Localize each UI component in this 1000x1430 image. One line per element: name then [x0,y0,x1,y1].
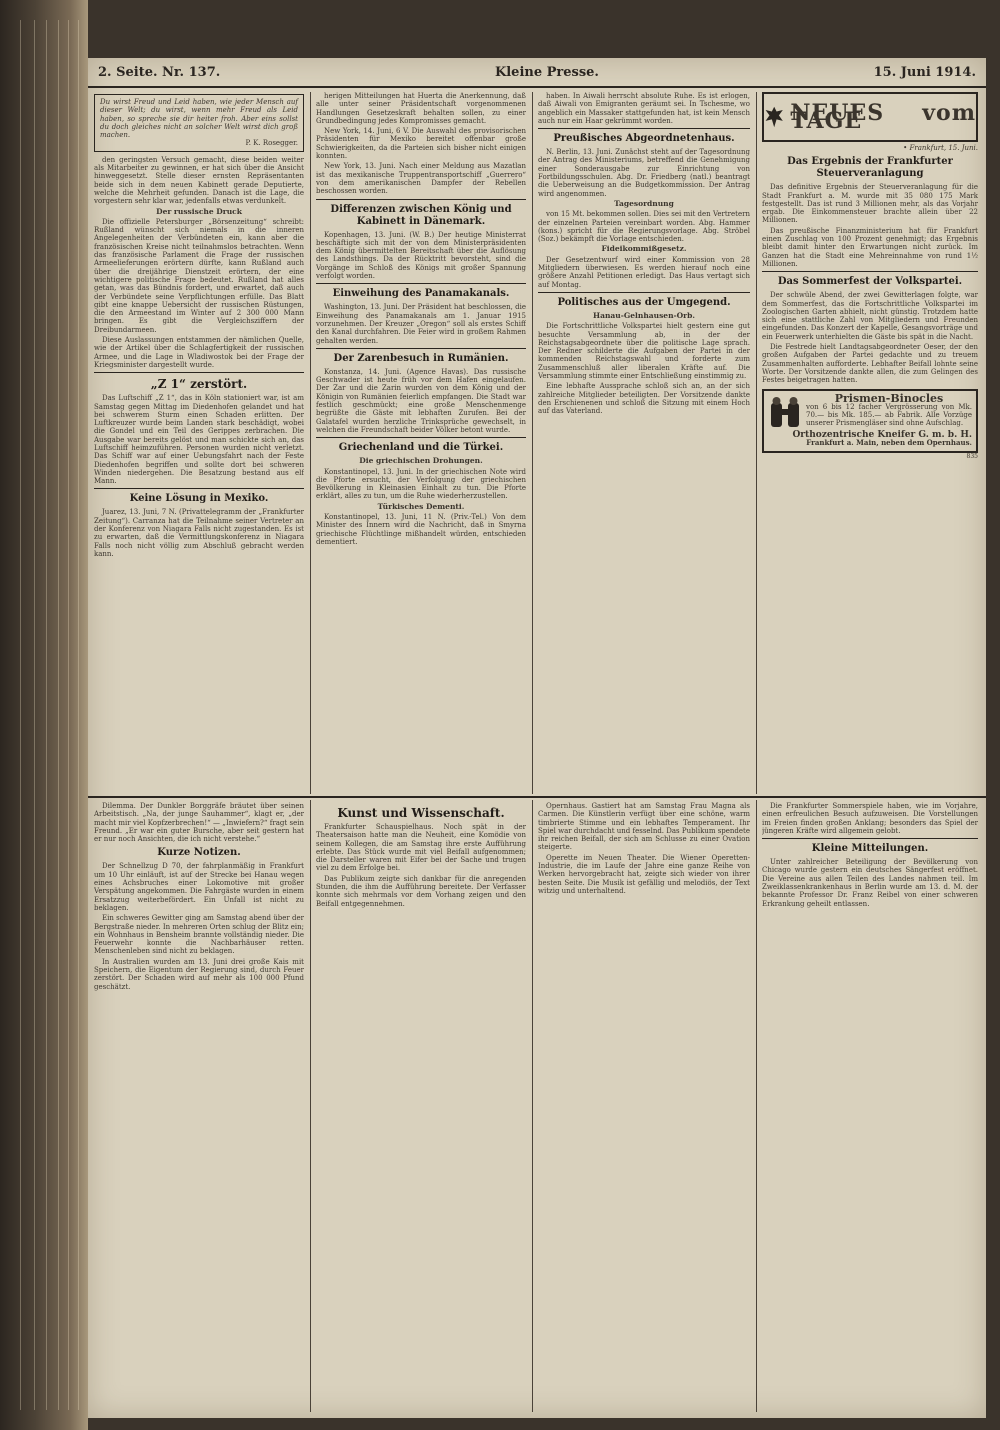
bottom-column-2 [316,802,526,1412]
article-headline: Kurze Notizen. [157,847,241,859]
article-paragraph: Ein schweres Gewitter ging am Samstag abend über der Bergstraße nieder. In mehreren Orten schlug der Blitz ein; ein Wohnhaus in Bensheim brannte vollständig nieder. Die Feuerwehr konnte die Nachbarhäuser retten. Menschenleben sind nicht zu beklagen. [94,914,304,956]
article-headline: „Z 1“ zerstört. [150,377,248,392]
column-1 [94,92,304,792]
article-paragraph: Der Schnellzug D 70, der fahrplanmäßig in Frankfurt um 10 Uhr einläuft, ist auf der Strecke bei Hanau wegen eines Achsbruches einer Lokomotive mit großer Verspätung angekommen. Die Fahrgäste wurden in einem Ersatzzug weiterbefördert. Ein Unfall ist nicht zu beklagen. [94,862,304,912]
article-paragraph: In Australien wurden am 13. Juni drei große Kais mit Speichern, die Eigentum der Regierung sind, durch Feuer zerstört. Der Schaden wird auf mehr als 100 000 Pfund geschätzt. [94,957,304,991]
quote-signature: P. K. Rosegger. [245,139,298,148]
article-paragraph: Juarez, 13. Juni, 7 N. (Privattelegramm der „Frankfurter Zeitung“). Carranza hat die Teilnahme seiner Vertreter an der Konferenz von Niagara Falls nicht zugestanden. Es ist zu erwarten, daß die Vermittlungskonferenz in Niagara Falls noch nicht völlig zum Abschluß gebracht werden kann. [94,508,304,558]
header-date: 15. Juni 1914. [873,64,976,80]
article-paragraph: Frankfurter Schauspielhaus. Noch spät in der Theatersaison hatte man die Neuheit, eine Komödie von seinem Kollegen, die am Samstag ihre erste Aufführung erlebte. Das Stück wurde mit viel Beifall aufgenommen; die Darsteller waren mit Eifer bei der Sache und trugen viel zu dem Erfolge bei. [316,823,526,873]
article-paragraph: Die Fortschrittliche Volkspartei hielt gestern eine gut besuchte Versammlung ab, in der der Reichstagsabgeordnete über die politische Lage sprach. Der Redner schilderte die Aufgaben der Partei in der kommenden Reichstagswahl und forderte zum Zusammenschluß aller liberalen Kräfte auf. Die Versammlung stimmte einer Entschließung einstimmig zu. [538,322,750,381]
book-binding [0,0,88,1430]
article-headline: Das Ergebnis der Frankfurter Steuerveranlagung [787,156,953,180]
article-paragraph: Konstantinopel, 13. Juni, 11 N. (Priv.-Tel.) Von dem Minister des Innern wird die Nachricht, daß in Smyrna griechische Flüchtlinge mißhandelt würden, entschieden dementiert. [316,512,526,546]
article-headline: Kleine Mitteilungen. [811,843,929,855]
column-divider [532,92,533,794]
article-subheading: Hanau-Gelnhausen-Orb. [593,310,695,320]
column-divider [756,800,757,1412]
article-paragraph: Das Luftschiff „Z 1“, das in Köln stationiert war, ist am Samstag gegen Mittag im Diedenhofen gelandet und hat bei schwerem Sturm einen Schaden erlitten. Der Luftkreuzer wurde beim Landen stark beschädigt, wobei die Gondel und ein Teil des Gerippes zerbrachen. Die Ausgabe war bereits gelöst und man schickte sich an, das Luftschiff heimzuführen. Personen wurden nicht verletzt. Das Schiff war auf einer Uebungsfahrt nach der Feste Diedenhofen begriffen und sollte dort bei schweren Winden niedergehen. Die Besatzung bestand aus elf Mann. [94,394,304,486]
column-divider [756,92,757,794]
article-paragraph: Eine lebhafte Aussprache schloß sich an, an der sich zahlreiche Mitglieder beteiligten. Der Vorsitzende dankte den Erschienenen und schloß die Sitzung mit einem Hoch auf das Vaterland. [538,382,750,416]
article-headline: Der Zarenbesuch in Rumänien. [333,352,509,364]
article-paragraph: haben. In Aiwali herrscht absolute Ruhe. Es ist erlogen, daß Aiwali von Emigranten geräumt sei. In Tschesme, wo angeblich ein Massaker stattgefunden hat, ist kein Mensch auch nur ein Haar gekrümmt worden. [538,92,750,125]
bottom-column-3 [538,802,750,1412]
column-2 [316,92,526,792]
dateline: • Frankfurt, 15. Juni. [903,144,978,152]
neues-vom-tage-masthead [762,92,978,142]
article-paragraph: von 15 Mt. bekommen sollen. Dies sei mit den Vertretern der einzelnen Parteien vereinbart worden. Abg. Hammer (kons.) spricht für die Regierungsvorlage. Abg. Ströbel (Soz.) bekämpft die Vorlage entschieden. [538,210,750,244]
article-headline: Einweihung des Panamakanals. [332,288,510,300]
article-paragraph: Konstantinopel, 13. Juni. In der griechischen Note wird die Pforte ersucht, der Verfolgung der griechischen Bevölkerung in Kleinasien Einhalt zu tun. Die Pforte erklärt, alles zu tun, um die Ruhe wiederherzustellen. [316,467,526,501]
ad-firm: Orthozentrische Kneifer G. m. b. H. [792,429,972,440]
ad-address: Frankfurt a. Main, neben dem Opernhaus. [806,437,972,447]
article-paragraph: Dilemma. Der Dunkler Borggräfe bräutet über seinen Arbeitstisch. „Na, der junge Sauhammer“, klagt er, „der macht mir viel Kopfzerbrechen!“ — „Inwiefern?“ fragt sein Freund. „Er war ein guter Bursche, aber seit gestern hat er nur noch Ansichten, die ich nicht verstehe.“ [94,802,304,844]
article-paragraph: den geringsten Versuch gemacht, diese beiden weiter als Mitarbeiter zu gewinnen, er hat sich über die Ansicht hinweggesetzt. Stelle dieser ernsten Repräsentanten beide sich in dem neuen Kabinett gerade Deputierte, welche die Mehrheit gefunden. Danach ist die Lage, die vorgestern sehr klar war, jedenfalls etwas verdunkelt. [94,155,304,206]
column-divider [310,800,311,1412]
quote-box [94,94,304,152]
article-headline: Politisches aus der Umgegend. [557,296,731,308]
article-paragraph: herigen Mitteilungen hat Huerta die Anerkennung, daß alle unter seiner Präsidentschaft vorgenommenen Handlungen Gesetzeskraft behalten sollen, zu einer Grundbedingung jedes Kompromisses gemacht. [316,92,526,125]
article-paragraph: Kopenhagen, 13. Juni. (W. B.) Der heutige Ministerrat beschäftigte sich mit der von dem Ministerpräsidenten dem König übermittelten Bereitschaft über die Auflösung des Landsthings. Da der Rücktritt bevorsteht, sind die Vorgänge im Schloß des Königs mit großer Spannung verfolgt worden. [316,230,526,281]
ad-title: Prismen-Binocles [834,391,944,405]
column-divider [532,800,533,1412]
header-page-number: 2. Seite. Nr. 137. [98,64,221,80]
advertisement-binocles [762,389,978,454]
article-subheading: Tagesordnung [614,198,674,208]
article-subheading: Türkisches Dementi. [377,501,465,511]
column-3 [538,92,750,792]
article-paragraph: Opernhaus. Gastiert hat am Samstag Frau Magna als Carmen. Die Künstlerin verfügt über eine schöne, warm timbrierte Stimme und ein lebhaftes Temperament. Ihr Spiel war durchdacht und fesselnd. Das Publikum spendete ihr reichen Beifall, der sich am Schlusse zu einer Ovation steigerte. [538,802,750,852]
article-paragraph: New York, 13. Juni. Nach einer Meldung aus Mazatlan ist das mexikanische Truppentransportschiff „Guerrero“ von dem amerikanischen Dampfer der Rebellen beschossen worden. [316,162,526,196]
article-headline: Griechenland und die Türkei. [338,442,504,454]
article-paragraph: Die offizielle Petersburger „Börsenzeitung“ schreibt: Rußland wünscht sich niemals in die inneren Angelegenheiten der Verbündeten ein, kann aber die französischen Kreise nicht teilnahmslos betrachten. Wenn das französische Parlament die Frage der russischen Armeelieferungen erörtern dürfte, kann Rußland auch über die dreijährige Dienstzeit erörtern, der eine wichtigere politische Frage bedeutet. Rußland hat alles getan, was das Bündnis fordert, und erwartet, daß auch der Verbündete seine Verpflichtungen erfülle. Das Blatt gibt eine knappe Uebersicht der russischen Rüstungen, die den Armeestand im Winter auf 2 300 000 Mann bringen. Es gibt die Vergleichsziffern der Dreibundarmeen. [94,217,304,334]
article-subheading: Die griechischen Drohungen. [359,456,483,466]
column-divider [310,92,311,794]
quote-text: Du wirst Freud und Leid haben, wie jeder Mensch auf dieser Welt; du wirst, wenn mehr Freud als Leid haben, so spreche sie dir heiter froh. Aber eins sollst du doch gleiches nicht an solcher Welt wirst dich groß machen. [100,98,298,140]
page-header [88,58,986,88]
newspaper-page [88,58,986,1418]
article-paragraph: Das preußische Finanzministerium hat für Frankfurt einen Zuschlag von 100 Prozent genehmigt; das Ergebnis bleibt damit hinter den Erwartungen nicht zurück. Im Ganzen hat die Stadt eine Mehreinnahme von rund 1½ Millionen. [762,226,978,268]
article-headline: Preußisches Abgeordnetenhaus. [553,133,735,145]
article-paragraph: Die Festrede hielt Landtagsabgeordneter Oeser, der den großen Aufgaben der Partei gedachte und zu treuem Zusammenhalten aufforderte. Lebhafter Beifall lohnte seine Worte. Der Vorsitzende dankte allen, die zum Gelingen des Festes beigetragen hatten. [762,343,978,385]
article-paragraph: Der Gesetzentwurf wird einer Kommission von 28 Mitgliedern überwiesen. Es werden hierauf noch eine größere Anzahl Petitionen erledigt. Das Haus vertagt sich auf Montag. [538,255,750,289]
bottom-column-1 [94,802,304,1412]
article-paragraph: Washington, 13. Juni. Der Präsident hat beschlossen, die Einweihung des Panamakanals am 1. Januar 1915 vorzunehmen. Der Kreuzer „Oregon“ soll als erstes Schiff den Kanal durchfahren. Die Feier wird in großem Rahmen gehalten werden. [316,303,526,345]
article-paragraph: Die Frankfurter Sommerspiele haben, wie im Vorjahre, einen erfreulichen Besuch aufzuweisen. Die Vorstellungen im Freien finden großen Anklang; besonders das Spiel der jüngeren Kräfte wird allgemein gelobt. [762,802,978,835]
article-paragraph: Unter zahlreicher Beteiligung der Bevölkerung von Chicago wurde gestern ein deutsches Sängerfest eröffnet. Die Vereine aus allen Teilen des Landes nahmen teil. Im Zweiklassenkrankenhaus in Berlin wurde am 13. d. M. der bekannte Professor Dr. Franz Reibel von einer schweren Erkrankung geheilt entlassen. [762,858,978,908]
article-paragraph: N. Berlin, 13. Juni. Zunächst steht auf der Tagesordnung der Antrag des Ministeriums, betreffend die Genehmigung einer Sonderausgabe zur Einrichtung von Fortbildungsschulen. Abg. Dr. Friedberg (natl.) beantragt die Ueberweisung an die Budgetkommission. Der Antrag wird angenommen. [538,148,750,198]
ad-text: von 6 bis 12 facher Vergrösserung von Mk. 70.— bis Mk. 185.— ab Fabrik. Alle Vorzüge unserer Prismengläser sind ohne Aufschlag. [806,402,972,428]
column-4 [762,92,978,792]
article-paragraph: Das Publikum zeigte sich dankbar für die anregenden Stunden, die ihm die Aufführung bereitete. Der Verfasser konnte sich mehrmals vor dem Vorhang zeigen und den Beifall entgegennehmen. [316,874,526,908]
article-paragraph: Operette im Neuen Theater. Die Wiener Operetten-Industrie, die im Laufe der Jahre eine ganze Reihe von Werken hervorgebracht hat, zeigte sich wieder von ihrer besten Seite. Die Musik ist gefällig und melodiös, der Text witzig und unterhaltend. [538,853,750,895]
article-paragraph: Der schwüle Abend, der zwei Gewitterlagen folgte, war dem Sommerfest, das die Fortschrittliche Volkspartei im Zoologischen Garten abhielt, nicht günstig. Trotzdem hatte sich eine stattliche Zahl von Mitgliedern und Freunden eingefunden. Das Konzert der Kapelle, Gesangsvorträge und ein Feuerwerk unterhielten die Gäste bis spät in die Nacht. [762,291,978,341]
article-paragraph: Das definitive Ergebnis der Steuerveranlagung für die Stadt Frankfurt a. M. wurde mit 35 080 175 Mark festgestellt. Das ist rund 3 Millionen mehr, als das Vorjahr ergab. Die Einkommensteuer brachte allein über 22 Millionen. [762,183,978,225]
header-title: Kleine Presse. [494,64,599,80]
binoculars-icon [768,395,802,431]
article-headline: Kunst und Wissenschaft. [337,806,505,820]
ad-number: 835 [966,453,978,461]
article-subheading: Fideikommißgesetz. [601,244,687,254]
article-subheading: Der russische Druck [156,206,242,216]
article-headline: Keine Lösung in Mexiko. [129,493,269,505]
article-paragraph: Konstanza, 14. Juni. (Agence Havas). Das russische Geschwader ist heute früh vor dem Hafen eingelaufen. Der Zar und die Zarin wurden von dem König und der Königin von Rumänien feierlich empfangen. Die Stadt war festlich geschmückt; eine große Menschenmenge begrüßte die Gäste mit lebhaften Zurufen. Bei der Galatafel wurden herzliche Trinksprüche gewechselt, in welchen die Freundschaft beider Völker betont wurde. [316,367,526,434]
article-paragraph: Diese Auslassungen entstammen der nämlichen Quelle, wie der Artikel über die Schlagfertigkeit der russischen Armee, und die Lage in Wladiwostok bei der Frage der Kriegsminister dargestellt wurde. [94,336,304,369]
article-headline: Differenzen zwischen König und Kabinett in Dänemark. [330,203,512,227]
article-paragraph: New York, 14. Juni, 6 V. Die Auswahl des provisorischen Präsidenten für Mexiko bereitet offenbar große Schwierigkeiten, da die Parteien sich bisher nicht einigen konnten. [316,127,526,161]
section-divider [88,796,986,798]
eagle-crest-icon [764,102,784,132]
article-headline: Das Sommerfest der Volkspartei. [777,276,963,288]
masthead-title: NEUES vom TAGE [790,99,976,134]
bottom-column-4 [762,802,978,1412]
